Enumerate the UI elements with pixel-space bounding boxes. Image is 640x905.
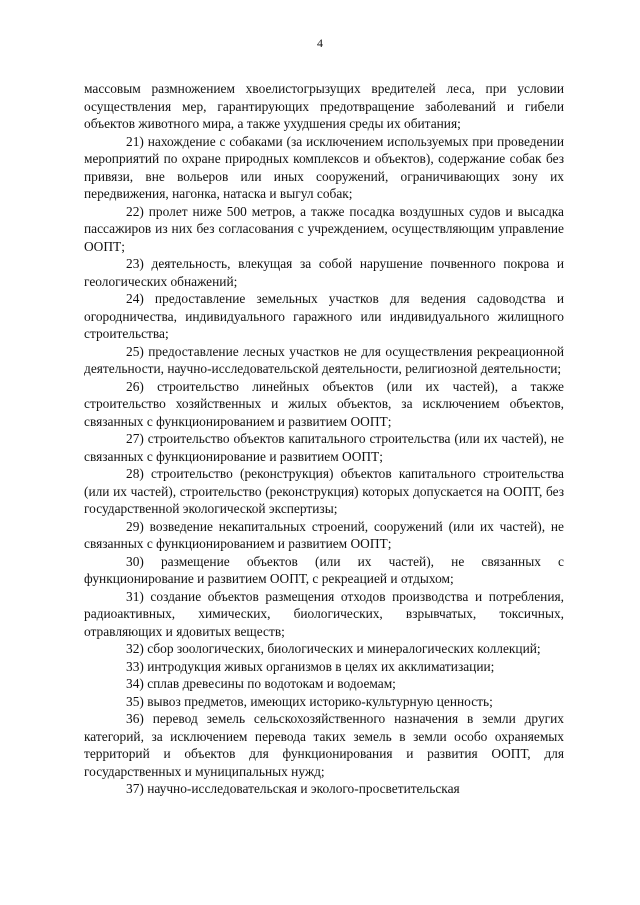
paragraph-item-31: 31) создание объектов размещения отходов производства и потребления, радиоактивных, химических, биологических, взрывчатых, токсичных, отравляющих и ядовитых веществ; (84, 588, 564, 639)
paragraph-item-27: 27) строительство объектов капитального строительства (или их частей), не связанных с функционирование и развитием ООПТ; (84, 431, 564, 464)
paragraph-item-33: 33) интродукция живых организмов в целях их акклиматизации; (126, 658, 495, 674)
paragraph-item-25: 25) предоставление лесных участков не для осуществления рекреационной деятельности, научно-исследовательской деятельности, религиозной деятельности; (84, 343, 564, 376)
paragraph-item-29: 29) возведение некапитальных строений, сооружений (или их частей), не связанных с функционированием и развитием ООПТ; (84, 518, 564, 551)
paragraph-item-34: 34) сплав древесины по водотокам и водоемам; (126, 676, 396, 691)
paragraph-item-26: 26) строительство линейных объектов (или их частей), а также строительство хозяйственных и жилых объектов, за исключением объектов, связанных с функционированием и развитием ООПТ; (84, 378, 564, 429)
paragraph-item-28: 28) строительство (реконструкция) объектов капитального строительства (или их частей), строительство (реконструкция) которых допускается на ООПТ, без государственной экологической экспертизы; (84, 466, 564, 516)
paragraph-continuation: массовым размножением хвоелистогрызущих вредителей леса, при условии осуществления мер, гарантирующих предотвращение заболеваний и гибели объектов животного мира, а также ухудшения среды их обитания; (84, 81, 564, 131)
paragraph-item-37: 37) научно-исследовательская и эколого-просветительская (126, 781, 460, 796)
document-body (84, 80, 564, 798)
paragraph-item-24: 24) предоставление земельных участков для ведения садоводства и огородничества, индивидуального гаражного или индивидуального жилищного строительства; (84, 291, 564, 341)
paragraph-item-35: 35) вывоз предметов, имеющих историко-культурную ценность; (126, 693, 493, 709)
paragraph-item-23: 23) деятельность, влекущая за собой нарушение почвенного покрова и геологических обнажений; (84, 256, 564, 289)
paragraph-item-32: 32) сбор зоологических, биологических и минералогических коллекций; (126, 641, 541, 656)
paragraph-item-30: 30) размещение объектов (или их частей), не связанных с функционирование и развитием ООПТ, с рекреацией и отдыхом; (84, 553, 564, 586)
page-number: 4 (317, 36, 323, 50)
paragraph-item-21: 21) нахождение с собаками (за исключением используемых при проведении мероприятий по охране природных комплексов и объектов), содержание собак без привязи, вне вольеров или иных сооружений, ограничивающих зону их передвижения, нагонка, натаска и выгул собак; (84, 133, 564, 201)
paragraph-item-36: 36) перевод земель сельскохозяйственного назначения в земли других категорий, за исключением перевода таких земель в земли особо охраняемых территорий и объектов для функционирования и развития ООПТ, для государственных и муниципальных нужд; (84, 711, 564, 779)
paragraph-item-22: 22) пролет ниже 500 метров, а также посадка воздушных судов и высадка пассажиров из них без согласования с учреждением, осуществляющим управление ООПТ; (84, 203, 564, 254)
